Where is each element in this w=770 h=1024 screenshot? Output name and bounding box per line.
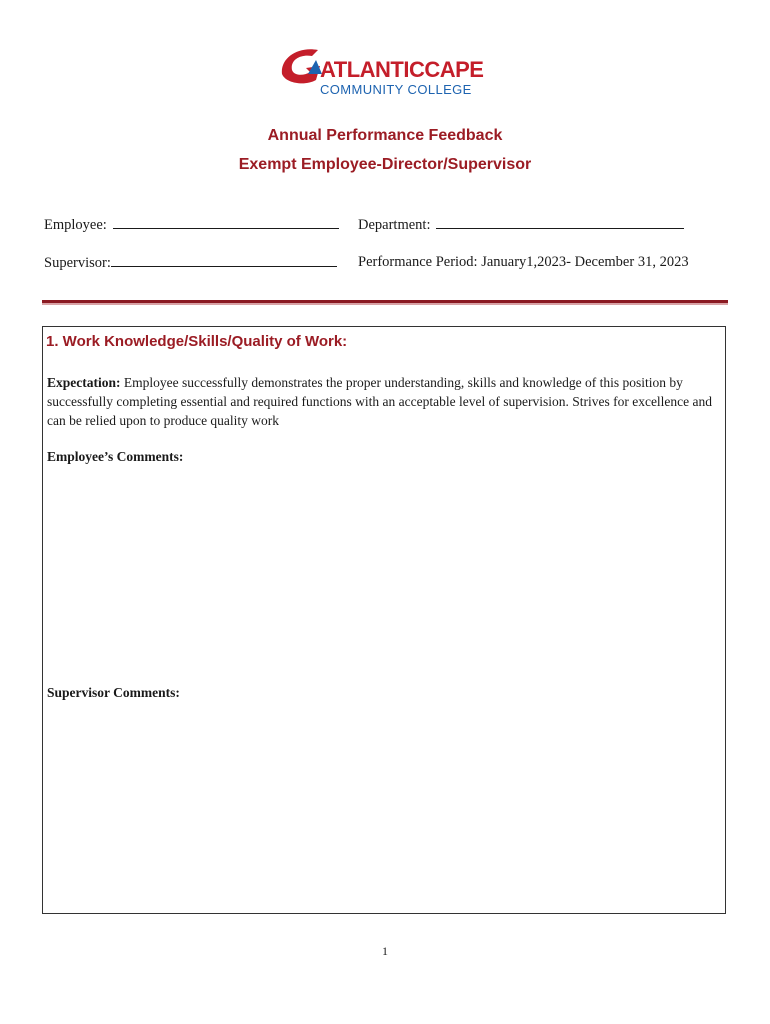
logo-name-part2: CAPE (424, 57, 484, 82)
department-input-line[interactable] (436, 216, 684, 229)
logo-wordmark (320, 57, 483, 83)
supervisor-field (44, 254, 337, 272)
performance-period: Performance Period: January1,2023- December 31, 2023 (358, 254, 689, 270)
expectation-body: Employee successfully demonstrates the proper understanding, skills and knowledge of this position by successfully completing essential and required functions with an acceptable level of supervision. Strives for excellence and can be relied upon to produce quality work (47, 375, 713, 428)
form-subtitle: Exempt Employee-Director/Supervisor (238, 156, 532, 173)
department-field (358, 216, 684, 234)
logo-name-part1: ATLANTIC (320, 57, 425, 82)
work-knowledge-section (42, 326, 726, 914)
form-title: Annual Performance Feedback (267, 127, 503, 144)
employee-input-line[interactable] (113, 216, 339, 229)
supervisor-comments-label: Supervisor Comments: (47, 685, 180, 700)
expectation-text (47, 373, 717, 430)
section-heading: 1. Work Knowledge/Skills/Quality of Work: (46, 333, 348, 350)
supervisor-label: Supervisor: (44, 255, 111, 271)
supervisor-input-line[interactable] (111, 254, 337, 267)
department-label: Department: (358, 217, 431, 233)
employee-field (44, 216, 339, 234)
page-number: 1 (382, 944, 388, 958)
expectation-label: Expectation: (47, 375, 121, 390)
employee-comments-label: Employee’s Comments: (47, 449, 184, 464)
college-logo (276, 44, 496, 100)
section-divider (42, 300, 728, 305)
employee-label: Employee: (44, 217, 107, 233)
logo-subtitle: COMMUNITY COLLEGE (320, 82, 472, 97)
